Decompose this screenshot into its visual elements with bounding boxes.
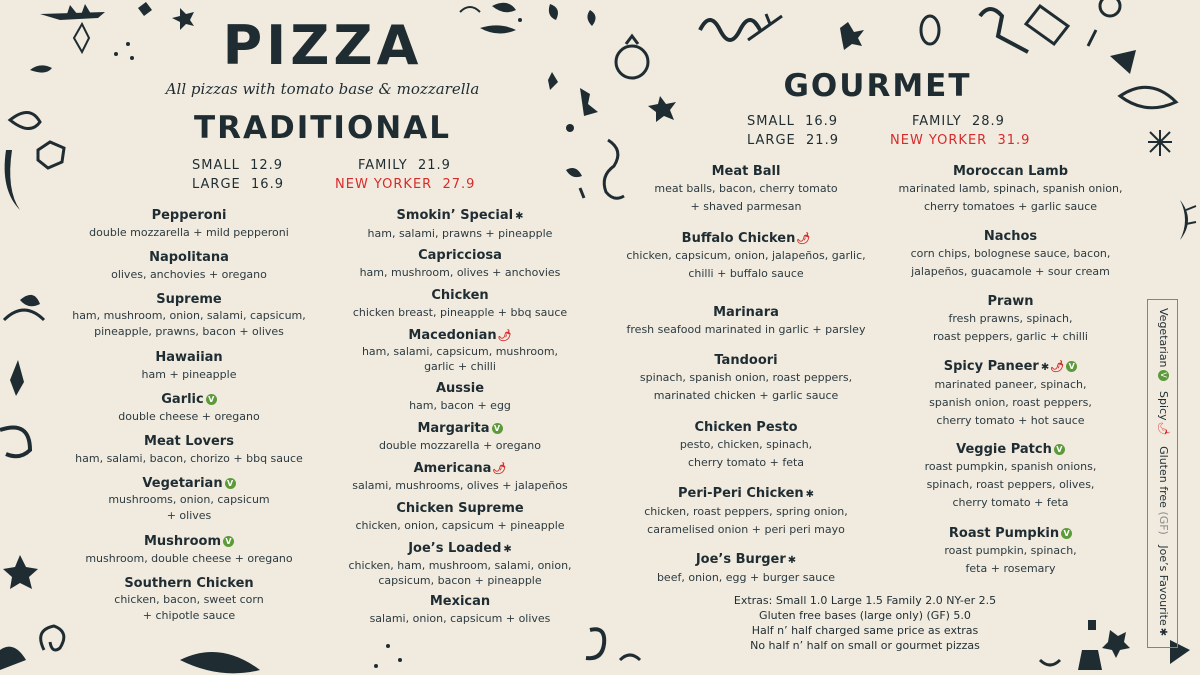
gourmet-left-column <box>615 164 877 587</box>
vegetarian-icon: V <box>492 423 503 434</box>
item-name: Marinara <box>713 305 779 320</box>
item-name: Nachos <box>983 229 1038 244</box>
item-name: Hawaiian <box>155 350 223 365</box>
item-name: Chicken Pesto <box>694 420 798 435</box>
menu-item <box>330 594 590 628</box>
item-desc: olives, anchovies + oregano <box>111 268 267 281</box>
item-desc: chicken breast, pineapple + bbq sauce <box>352 306 568 319</box>
menu-item <box>330 541 590 594</box>
item-name: Mexican <box>429 594 491 609</box>
menu-item <box>60 392 318 434</box>
menu-item <box>60 434 318 476</box>
menu-item <box>60 292 318 350</box>
page-subtitle: All pizzas with tomato base & mozzarella <box>165 80 480 98</box>
item-desc: spinach, roast peppers, olives, <box>926 478 1095 491</box>
item-desc: double cheese + oregano <box>118 410 260 423</box>
item-name: Joe’s Loaded ✱ <box>408 541 512 556</box>
legend-gluten-free: Gluten free <box>1157 446 1170 508</box>
menu-item <box>888 294 1133 359</box>
extras-line: Half n’ half charged same price as extras <box>751 624 979 637</box>
item-name: Meat Lovers <box>144 434 234 449</box>
item-desc: salami, onion, capsicum + olives <box>369 612 551 625</box>
legend-box <box>1147 299 1178 648</box>
menu-item <box>330 381 590 421</box>
traditional-title: TRADITIONAL <box>194 110 451 146</box>
menu-item <box>60 250 318 292</box>
traditional-right-column <box>330 208 590 628</box>
menu-item <box>615 164 877 223</box>
legend-spicy: Spicy <box>1157 391 1170 421</box>
item-name: Pepperoni <box>151 208 227 223</box>
item-name: Margarita V <box>330 421 590 437</box>
item-desc: meat balls, bacon, cherry tomato <box>654 182 838 195</box>
item-desc: roast pumpkin, spinach, <box>944 544 1077 557</box>
item-name: Macedonian🌶 <box>408 328 512 343</box>
traditional-price-family: FAMILY 21.9 <box>358 158 451 173</box>
menu-item <box>330 248 590 288</box>
asterisk-icon: ✱ <box>805 489 815 500</box>
item-name: Joe’s Burger ✱ <box>695 552 797 567</box>
item-name: Garlic V <box>60 392 318 408</box>
menu-item <box>60 534 318 576</box>
extras-line: No half n’ half on small or gourmet pizzas <box>750 639 980 652</box>
item-name: Peri-Peri Chicken ✱ <box>677 486 815 501</box>
menu-item <box>60 208 318 250</box>
item-desc: fresh prawns, spinach, <box>948 312 1073 325</box>
vegetarian-icon: V <box>223 536 234 547</box>
menu-item <box>330 288 590 328</box>
asterisk-icon: ✱ <box>1040 362 1050 373</box>
item-name: Prawn <box>987 294 1034 309</box>
item-desc: pineapple, prawns, bacon + olives <box>94 325 284 338</box>
item-desc: + shaved parmesan <box>690 200 802 213</box>
item-desc: double mozzarella + oregano <box>378 439 542 452</box>
item-desc: ham + pineapple <box>141 368 237 381</box>
item-desc: marinated lamb, spinach, spanish onion, <box>898 182 1123 195</box>
vegetarian-icon: V <box>1054 444 1065 455</box>
item-desc: chilli + buffalo sauce <box>688 267 804 280</box>
gourmet-price-family: FAMILY 28.9 <box>912 114 1005 129</box>
item-name: Moroccan Lamb <box>952 164 1069 179</box>
asterisk-icon: ✱ <box>515 211 524 222</box>
item-name: Vegetarian V <box>60 476 318 492</box>
item-name: Meat Ball <box>711 164 781 179</box>
item-desc: double mozzarella + mild pepperoni <box>89 226 289 239</box>
menu-item <box>615 353 877 420</box>
item-desc: ham, salami, prawns + pineapple <box>367 227 553 240</box>
item-desc: pesto, chicken, spinach, <box>679 438 813 451</box>
menu-item <box>330 208 590 248</box>
gourmet-right-column <box>888 164 1133 578</box>
traditional-price-new-yorker: NEW YORKER 27.9 <box>335 177 476 192</box>
gourmet-title: GOURMET <box>783 68 972 104</box>
item-desc: salami, mushrooms, olives + jalapeños <box>352 479 568 492</box>
item-desc: caramelised onion + peri peri mayo <box>647 523 845 536</box>
item-desc: cherry tomato + hot sauce <box>936 414 1085 427</box>
item-name: Americana🌶 <box>413 461 507 476</box>
legend-gf: (GF) <box>1157 511 1170 535</box>
menu-item <box>888 164 1133 229</box>
traditional-price-small: SMALL 12.9 <box>192 158 284 173</box>
item-desc: corn chips, bolognese sauce, bacon, <box>910 247 1111 260</box>
item-desc: jalapeños, guacamole + sour cream <box>911 265 1110 278</box>
item-desc: chicken, capsicum, onion, jalapeños, garlic, <box>626 249 866 262</box>
item-name: Chicken <box>431 288 489 303</box>
item-name: Napolitana <box>149 250 229 265</box>
item-desc: garlic + chilli <box>424 360 496 373</box>
vegetarian-icon: V <box>206 394 217 405</box>
vegetarian-icon: V <box>1066 361 1077 372</box>
chili-icon: 🌶 <box>796 232 811 245</box>
traditional-price-large: LARGE 16.9 <box>192 177 284 192</box>
menu-item <box>888 442 1133 526</box>
asterisk-icon: ✱ <box>787 555 797 566</box>
item-name: Mushroom V <box>60 534 318 550</box>
traditional-left-column <box>60 208 318 624</box>
item-desc: spinach, spanish onion, roast peppers, <box>639 371 853 384</box>
item-desc: roast pumpkin, spanish onions, <box>924 460 1097 473</box>
asterisk-icon: ✱ <box>1157 627 1168 637</box>
extras-info <box>700 593 1030 653</box>
legend-favourite: Joe’s Favourite <box>1157 545 1170 626</box>
vegetarian-icon: V <box>1158 370 1169 381</box>
item-desc: beef, onion, egg + burger sauce <box>656 571 836 584</box>
item-desc: capsicum, bacon + pineapple <box>378 574 542 587</box>
item-desc: chicken, onion, capsicum + pineapple <box>355 519 565 532</box>
menu-item <box>888 229 1133 294</box>
item-desc: chicken, bacon, sweet corn <box>114 593 264 606</box>
item-desc: cherry tomato + feta <box>687 456 805 469</box>
item-desc: + chipotle sauce <box>142 609 236 622</box>
extras-line: Extras: Small 1.0 Large 1.5 Family 2.0 NY-er 2.5 <box>733 594 997 607</box>
extras-line: Gluten free bases (large only) (GF) 5.0 <box>759 609 971 622</box>
menu-item <box>330 328 590 381</box>
item-desc: mushrooms, onion, capsicum <box>108 493 270 506</box>
item-name: Buffalo Chicken🌶 <box>681 231 811 246</box>
item-desc: marinated chicken + garlic sauce <box>653 389 839 402</box>
menu-item <box>330 501 590 541</box>
menu-item <box>330 461 590 501</box>
menu-item <box>615 420 877 486</box>
menu-item <box>60 476 318 534</box>
chili-icon: 🌶 <box>1050 360 1065 373</box>
item-name: Supreme <box>156 292 222 307</box>
gourmet-price-small: SMALL 16.9 <box>747 114 839 129</box>
gourmet-price-large: LARGE 21.9 <box>747 133 839 148</box>
item-desc: ham, bacon + egg <box>409 399 511 412</box>
item-name: Capricciosa <box>418 248 502 263</box>
item-desc: ham, mushroom, onion, salami, capsicum, <box>72 309 306 322</box>
item-desc: ham, mushroom, olives + anchovies <box>359 266 561 279</box>
legend-vegetarian: Vegetarian <box>1157 308 1170 368</box>
item-name: Tandoori <box>714 353 778 368</box>
vegetarian-icon: V <box>1061 528 1072 539</box>
item-name: Veggie Patch V <box>888 442 1133 458</box>
menu-item <box>615 486 877 552</box>
item-name: Aussie <box>435 381 485 396</box>
vegetarian-icon: V <box>225 478 236 489</box>
chili-icon: 🌶 <box>492 462 507 475</box>
item-name: Southern Chicken <box>124 576 254 591</box>
item-name: Spicy Paneer ✱🌶 V <box>888 359 1133 376</box>
asterisk-icon: ✱ <box>503 544 512 555</box>
item-desc: ham, salami, bacon, chorizo + bbq sauce <box>75 452 303 465</box>
menu-item <box>330 421 590 461</box>
chili-icon: 🌶 <box>497 329 512 342</box>
item-name: Chicken Supreme <box>396 501 524 516</box>
item-desc: spanish onion, roast peppers, <box>929 396 1092 409</box>
page-title: PIZZA <box>222 14 423 77</box>
menu-item <box>60 350 318 392</box>
menu-item <box>60 576 318 624</box>
menu-item <box>888 526 1133 578</box>
item-name: Roast Pumpkin V <box>888 526 1133 542</box>
item-desc: ham, salami, capsicum, mushroom, <box>361 345 559 358</box>
legend-content <box>1152 308 1174 657</box>
menu-item <box>615 231 877 305</box>
item-desc: feta + rosemary <box>965 562 1056 575</box>
item-desc: roast peppers, garlic + chilli <box>933 330 1088 343</box>
item-desc: cherry tomatoes + garlic sauce <box>923 200 1098 213</box>
menu-item <box>888 359 1133 442</box>
item-desc: marinated paneer, spinach, <box>934 378 1087 391</box>
item-desc: fresh seafood marinated in garlic + parsley <box>626 323 866 336</box>
menu-item <box>615 305 877 353</box>
gourmet-price-new-yorker: NEW YORKER 31.9 <box>890 133 1031 148</box>
item-desc: chicken, roast peppers, spring onion, <box>644 505 848 518</box>
item-desc: mushroom, double cheese + oregano <box>85 552 293 565</box>
menu-item <box>615 552 877 587</box>
item-name: Smokin’ Special ✱ <box>396 208 524 223</box>
item-desc: + olives <box>166 509 212 522</box>
item-desc: chicken, ham, mushroom, salami, onion, <box>348 559 572 572</box>
chili-icon: 🌶 <box>1157 421 1170 436</box>
item-desc: cherry tomato + feta <box>952 496 1069 509</box>
